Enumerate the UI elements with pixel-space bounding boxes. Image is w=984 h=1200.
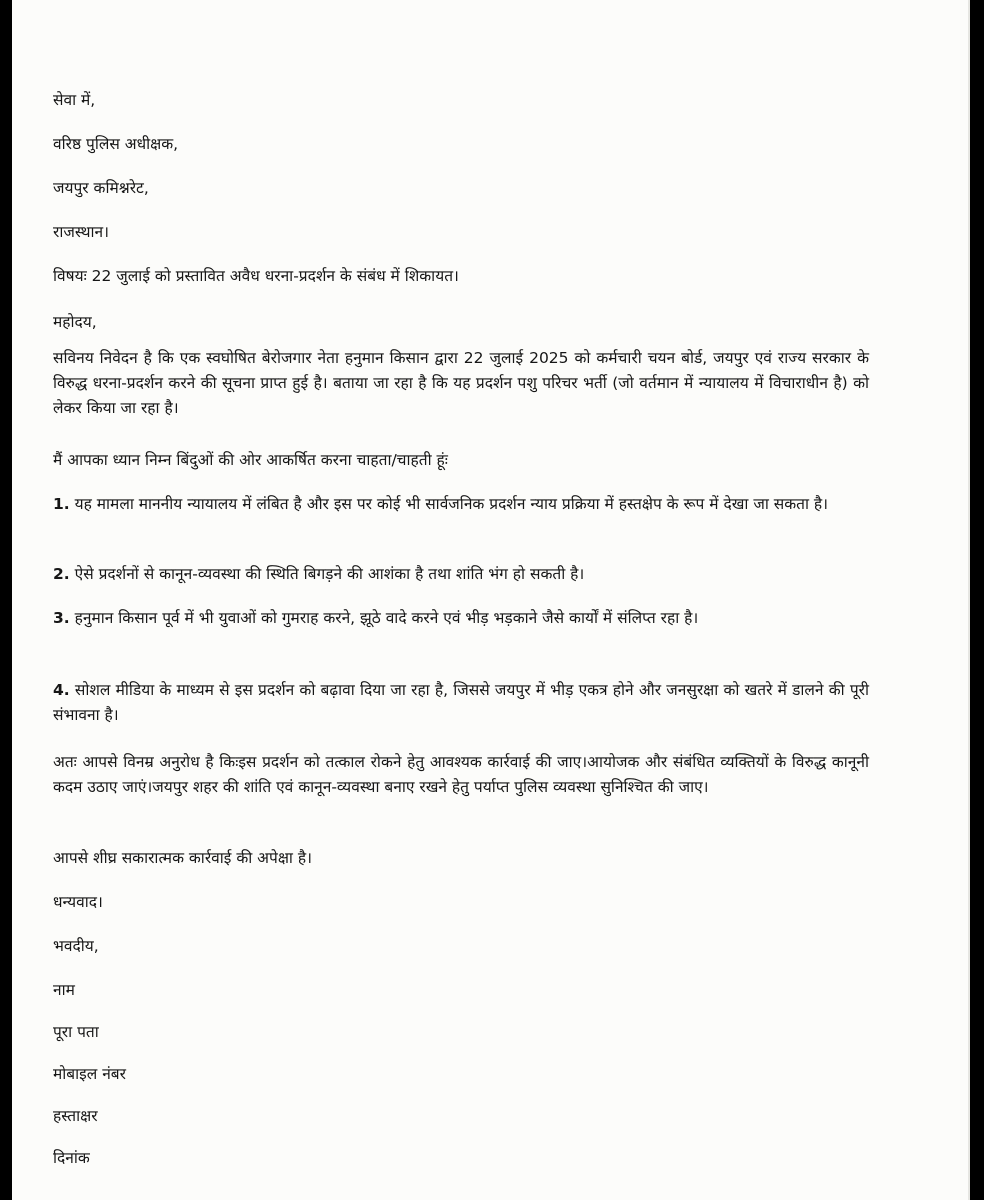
mobile-field-label: मोबाइल नंबर [53, 1065, 126, 1083]
expectation-line: आपसे शीघ्र सकारात्मक कार्रवाई की अपेक्षा है। [53, 849, 312, 867]
point-2 [53, 562, 869, 587]
closing-line: भवदीय, [53, 937, 99, 955]
recipient-state: राजस्थान। [53, 223, 109, 241]
point-4 [53, 678, 869, 728]
attention-line: मैं आपका ध्यान निम्न बिंदुओं की ओर आकर्षित करना चाहता/चाहती हूंः [53, 451, 448, 469]
salutation-to: सेवा में, [53, 91, 96, 109]
point-text: यह मामला माननीय न्यायालय में लंबित है और इस पर कोई भी सार्वजनिक प्रदर्शन न्याय प्रक्रिया में हस्तक्षेप के रूप में देखा जा सकता है। [74, 495, 829, 513]
point-text: ऐसे प्रदर्शनों से कानून-व्यवस्था की स्थिति बिगड़ने की आशंका है तथा शांति भंग हो सकती है। [74, 565, 585, 583]
address-field-label: पूरा पता [53, 1023, 99, 1041]
subject-line: विषयः 22 जुलाई को प्रस्तावित अवैध धरना-प्रदर्शन के संबंध में शिकायत। [53, 267, 459, 285]
point-3 [53, 606, 869, 631]
point-1 [53, 492, 869, 517]
date-field-label: दिनांक [53, 1149, 90, 1167]
request-paragraph: अतः आपसे विनम्र अनुरोध है किःइस प्रदर्शन को तत्काल रोकने हेतु आवश्यक कार्रवाई की जाए।आयोजक और संबंधित व्यक्तियों के विरुद्ध कानूनी कदम उठाए जाएं।जयपुर शहर की शांति एवं कानून-व्यवस्था बनाए रखने हेतु पर्याप्त पुलिस व्यवस्था सुनिश्चित की जाए। [53, 753, 869, 796]
point-text: सोशल मीडिया के माध्यम से इस प्रदर्शन को बढ़ावा दिया जा रहा है, जिससे जयपुर में भीड़ एकत्र होने और जनसुरक्षा को खतरे में डालने की पूरी संभावना है। [53, 681, 869, 724]
intro-paragraph: सविनय निवेदन है कि एक स्वघोषित बेरोजगार नेता हनुमान किसान द्वारा 22 जुलाई 2025 को कर्मचारी चयन बोर्ड, जयपुर एवं राज्य सरकार के विरुद्ध धरना-प्रदर्शन करने की सूचना प्राप्त हुई है। बताया जा रहा है कि यह प्रदर्शन पशु परिचर भर्ती (जो वर्तमान में न्यायालय में विचाराधीन है) को लेकर किया जा रहा है। [53, 349, 869, 417]
point-number: 1. [53, 495, 70, 513]
recipient-title: वरिष्ठ पुलिस अधीक्षक, [53, 135, 179, 153]
point-number: 3. [53, 609, 70, 627]
letter-page [12, 0, 970, 1200]
point-number: 4. [53, 681, 70, 699]
name-field-label: नाम [53, 981, 75, 999]
point-number: 2. [53, 565, 70, 583]
recipient-office: जयपुर कमिश्नरेट, [53, 179, 149, 197]
greeting: महोदय, [53, 313, 97, 331]
thanks-line: धन्यवाद। [53, 893, 103, 911]
point-text: हनुमान किसान पूर्व में भी युवाओं को गुमराह करने, झूठे वादे करने एवं भीड़ भड़काने जैसे कार्यों में संलिप्त रहा है। [74, 609, 699, 627]
page-edge-shadow [968, 0, 970, 1200]
signature-field-label: हस्ताक्षर [53, 1107, 98, 1125]
